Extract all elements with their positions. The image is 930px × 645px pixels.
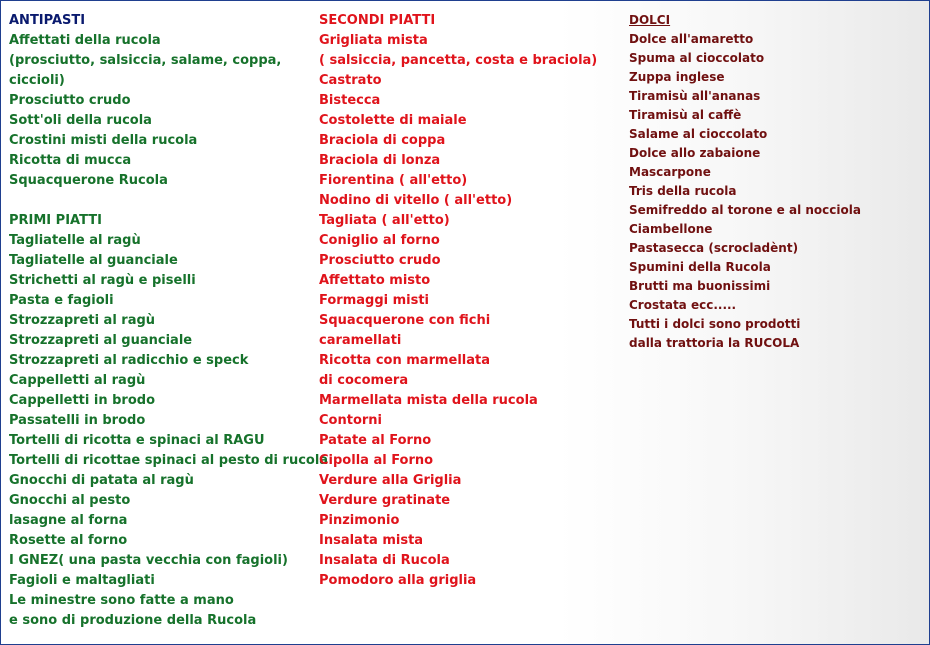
menu-item: Marmellata mista della rucola (319, 393, 538, 408)
menu-item: Tagliata ( all'etto) (319, 213, 450, 228)
menu-item: Verdure gratinate (319, 493, 451, 508)
menu-item: Formaggi misti (319, 293, 430, 308)
menu-item: Braciola di coppa (319, 133, 446, 148)
menu-item: Semifreddo al torone e al nocciola (629, 203, 861, 217)
menu-item: ciccioli) (9, 73, 65, 88)
menu-item: Crostini misti della rucola (9, 133, 198, 148)
menu-item: Tiramisù all'ananas (629, 89, 761, 103)
menu-item: Nodino di vitello ( all'etto) (319, 193, 513, 208)
menu-item: Squacquerone con fichi (319, 313, 491, 328)
column-antipasti-primi (9, 11, 329, 631)
antipasti-heading: ANTIPASTI (9, 13, 86, 28)
menu-item: dalla trattoria la RUCOLA (629, 336, 800, 350)
menu-item: I GNEZ( una pasta vecchia con fagioli) (9, 553, 288, 568)
menu-item: Coniglio al forno (319, 233, 440, 248)
contorni-subheading: Contorni (319, 413, 382, 428)
menu-item: (prosciutto, salsiccia, salame, coppa, (9, 53, 282, 68)
antipasti-list (9, 31, 314, 191)
menu-item: di cocomera (319, 373, 409, 388)
menu-item: Crostata ecc..... (629, 298, 737, 312)
menu-item: Salame al cioccolato (629, 127, 768, 141)
menu-item: Pastasecca (scrocladènt) (629, 241, 799, 255)
menu-item: Zuppa inglese (629, 70, 725, 84)
menu-item: Tiramisù al caffè (629, 108, 742, 122)
menu-item: Cappelletti in brodo (9, 393, 156, 408)
column-dolci (629, 11, 924, 353)
menu-item: Ricotta di mucca (9, 153, 132, 168)
menu-item: Le minestre sono fatte a mano (9, 593, 234, 608)
menu-item: Patate al Forno (319, 433, 432, 448)
menu-item: Insalata di Rucola (319, 553, 450, 568)
menu-item: Dolce allo zabaione (629, 146, 761, 160)
menu-item: lasagne al forna (9, 513, 128, 528)
primi-heading: PRIMI PIATTI (9, 213, 102, 228)
menu-item: Ciambellone (629, 222, 713, 236)
menu-item: Grigliata mista (319, 33, 428, 48)
menu-item: e sono di produzione della Rucola (9, 613, 257, 628)
menu-item: Costolette di maiale (319, 113, 467, 128)
menu-item: Tortelli di ricotta e spinaci al RAGU (9, 433, 265, 448)
menu-item: caramellati (319, 333, 402, 348)
menu-item: Spumini della Rucola (629, 260, 771, 274)
menu-item: Sott'oli della rucola (9, 113, 152, 128)
dolci-list (629, 30, 924, 353)
menu-item: Strozzapreti al ragù (9, 313, 156, 328)
menu-item: Pinzimonio (319, 513, 400, 528)
menu-item: Squacquerone Rucola (9, 173, 168, 188)
menu-item: Castrato (319, 73, 382, 88)
menu-item: Prosciutto crudo (319, 253, 441, 268)
menu-item: Fagioli e maltagliati (9, 573, 155, 588)
menu-item: Brutti ma buonissimi (629, 279, 771, 293)
menu-item: Strichetti al ragù e piselli (9, 273, 196, 288)
menu-item: Pomodoro alla griglia (319, 573, 477, 588)
menu-item: Cipolla al Forno (319, 453, 434, 468)
menu-item: Fiorentina ( all'etto) (319, 173, 468, 188)
menu-item: Mascarpone (629, 165, 711, 179)
menu-item: Pasta e fagioli (9, 293, 114, 308)
menu-item: Ricotta con marmellata (319, 353, 491, 368)
menu-item: Tagliatelle al ragù (9, 233, 141, 248)
menu-item: Prosciutto crudo (9, 93, 131, 108)
menu-item: Spuma al cioccolato (629, 51, 765, 65)
menu-item: Tortelli di ricottae spinaci al pesto di rucola (9, 453, 329, 468)
menu-item: Insalata mista (319, 533, 424, 548)
menu-item: Affettati della rucola (9, 33, 161, 48)
menu-item: Braciola di lonza (319, 153, 441, 168)
menu-item: Tagliatelle al guanciale (9, 253, 178, 268)
menu-item: Strozzapreti al radicchio e speck (9, 353, 249, 368)
menu-item: Verdure alla Griglia (319, 473, 462, 488)
menu-item: Cappelletti al ragù (9, 373, 146, 388)
menu-item: Passatelli in brodo (9, 413, 146, 428)
menu-item: Tutti i dolci sono prodotti (629, 317, 801, 331)
menu-item: Dolce all'amaretto (629, 32, 754, 46)
dolci-heading: DOLCI (629, 13, 671, 27)
secondi-heading: SECONDI PIATTI (319, 13, 436, 28)
menu-item: Strozzapreti al guanciale (9, 333, 193, 348)
menu-item: ( salsiccia, pancetta, costa e braciola) (319, 53, 598, 68)
column-secondi (319, 11, 619, 591)
menu-item: Affettato misto (319, 273, 431, 288)
secondi-list (319, 31, 619, 591)
primi-list (9, 231, 329, 631)
menu-item: Gnocchi al pesto (9, 493, 131, 508)
section-spacer (9, 191, 314, 211)
menu-item: Rosette al forno (9, 533, 128, 548)
menu-item: Tris della rucola (629, 184, 737, 198)
menu-item: Bistecca (319, 93, 381, 108)
menu-item: Gnocchi di patata al ragù (9, 473, 194, 488)
